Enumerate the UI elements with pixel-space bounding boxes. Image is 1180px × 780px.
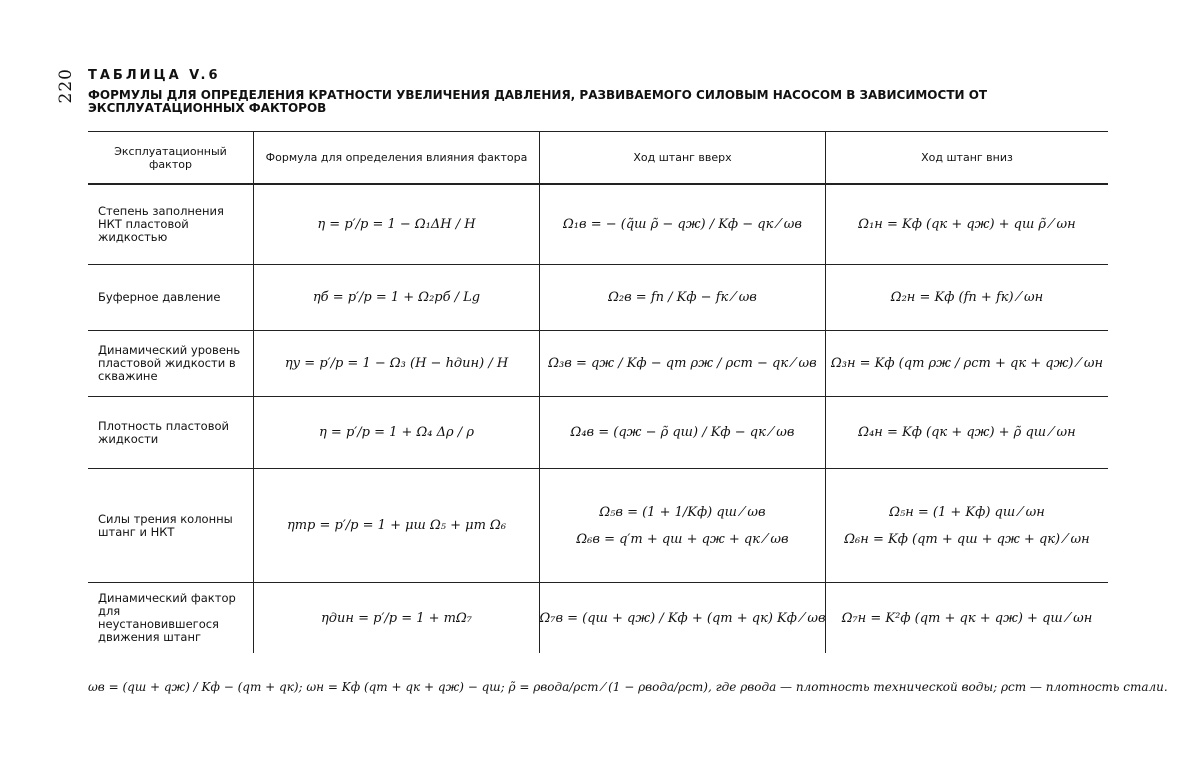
stroke-down-formula: Ω₅н = (1 + Kф) qш ⁄ ωн	[889, 504, 1045, 520]
factor-cell: Плотность пластовой жидкости	[88, 397, 254, 468]
table-row	[88, 469, 1108, 583]
table-row	[88, 397, 1108, 469]
table-row	[88, 331, 1108, 397]
stroke-up-formula: Ω₅в = (1 + 1/Kф) qш ⁄ ωв	[599, 504, 766, 520]
stroke-down-formula: Ω₂н = Kф (fп + fк) ⁄ ωн	[890, 290, 1044, 305]
stroke-up-formula: Ω₃в = qж / Kф − qт ρж / ρст − qк ⁄ ωв	[540, 331, 826, 396]
header-stroke-up: Ход штанг вверх	[540, 132, 826, 183]
stroke-up-cell	[540, 469, 826, 582]
stroke-up-formula: Ω₄в = (qж − ρ̃ qш) / Kф − qк ⁄ ωв	[540, 397, 826, 468]
table-row	[88, 583, 1108, 653]
page-number: 220	[56, 68, 76, 104]
factor-cell: Буферное давление	[88, 265, 254, 330]
table-label: ТАБЛИЦА V.6	[88, 68, 221, 83]
factor-cell: Динамический фактор для неустановившегося движения штанг	[88, 583, 254, 653]
table-title: ФОРМУЛЫ ДЛЯ ОПРЕДЕЛЕНИЯ КРАТНОСТИ УВЕЛИЧЕНИЯ ДАВЛЕНИЯ, РАЗВИВАЕМОГО СИЛОВЫМ НАСОСОМ В ЗАВИСИМОСТИ ОТ ЭКСПЛУАТАЦИОННЫХ ФАКТОРОВ	[88, 88, 988, 115]
stroke-up-formula: Ω₇в = (qш + qж) / Kф + (qт + qк) Kф ⁄ ωв	[540, 583, 826, 653]
stroke-up-formula: Ω₁в = − (q̃ш ρ̃ − qж) / Kф − qк ⁄ ωв	[540, 185, 826, 264]
table-row	[88, 265, 1108, 331]
influence-formula: ηдин = p′/p = 1 + mΩ₇	[254, 583, 540, 653]
header-formula: Формула для определения влияния фактора	[254, 132, 540, 183]
influence-formula: η = p′/p = 1 + Ω₄ Δρ / ρ	[254, 397, 540, 468]
stroke-up-formula: Ω₂в = fп / Kф − fк ⁄ ωв	[540, 265, 826, 330]
factor-cell: Силы трения колонны штанг и НКТ	[88, 469, 254, 582]
influence-formula: η = p′/p = 1 − Ω₁ΔH / H	[254, 185, 540, 264]
table-header-row	[88, 131, 1108, 185]
header-factor: Эксплуатационный фактор	[88, 132, 254, 183]
stroke-down-formula: Ω₃н = Kф (qт ρж / ρст + qк + qж) ⁄ ωн	[830, 356, 1104, 371]
table-footnote: ωв = (qш + qж) / Kф − (qт + qк); ωн = Kф (qт + qк + qж) − qш; ρ̃ = ρвода/ρст ⁄ (1 − ρвода/ρст), где ρвода — плотность технической воды; ρст — плотность стали.	[88, 680, 1168, 694]
stroke-down-formula: Ω₁н = Kф (qк + qж) + qш ρ̃ ⁄ ωн	[858, 217, 1076, 232]
factor-cell: Степень заполнения НКТ пластовой жидкостью	[88, 185, 254, 264]
stroke-up-formula: Ω₆в = q′т + qш + qж + qк ⁄ ωв	[576, 531, 789, 547]
table-row	[88, 185, 1108, 265]
stroke-down-formula: Ω₇н = K²ф (qт + qк + qж) + qш ⁄ ωн	[841, 610, 1093, 626]
stroke-down-formula: Ω₆н = Kф (qт + qш + qж + qк) ⁄ ωн	[844, 531, 1090, 547]
formula-table	[88, 131, 1108, 653]
influence-formula: ηу = p′/p = 1 − Ω₃ (H − hдин) / H	[254, 331, 540, 396]
influence-formula: ηтр = p′/p = 1 + μш Ω₅ + μт Ω₆	[254, 469, 540, 582]
stroke-down-formula: Ω₄н = Kф (qк + qж) + ρ̃ qш ⁄ ωн	[858, 425, 1076, 440]
stroke-down-cell	[826, 469, 1108, 582]
influence-formula: ηб = p′/p = 1 + Ω₂pб / Lg	[254, 265, 540, 330]
factor-cell: Динамический уровень пластовой жидкости в скважине	[88, 331, 254, 396]
header-stroke-down: Ход штанг вниз	[921, 151, 1013, 164]
